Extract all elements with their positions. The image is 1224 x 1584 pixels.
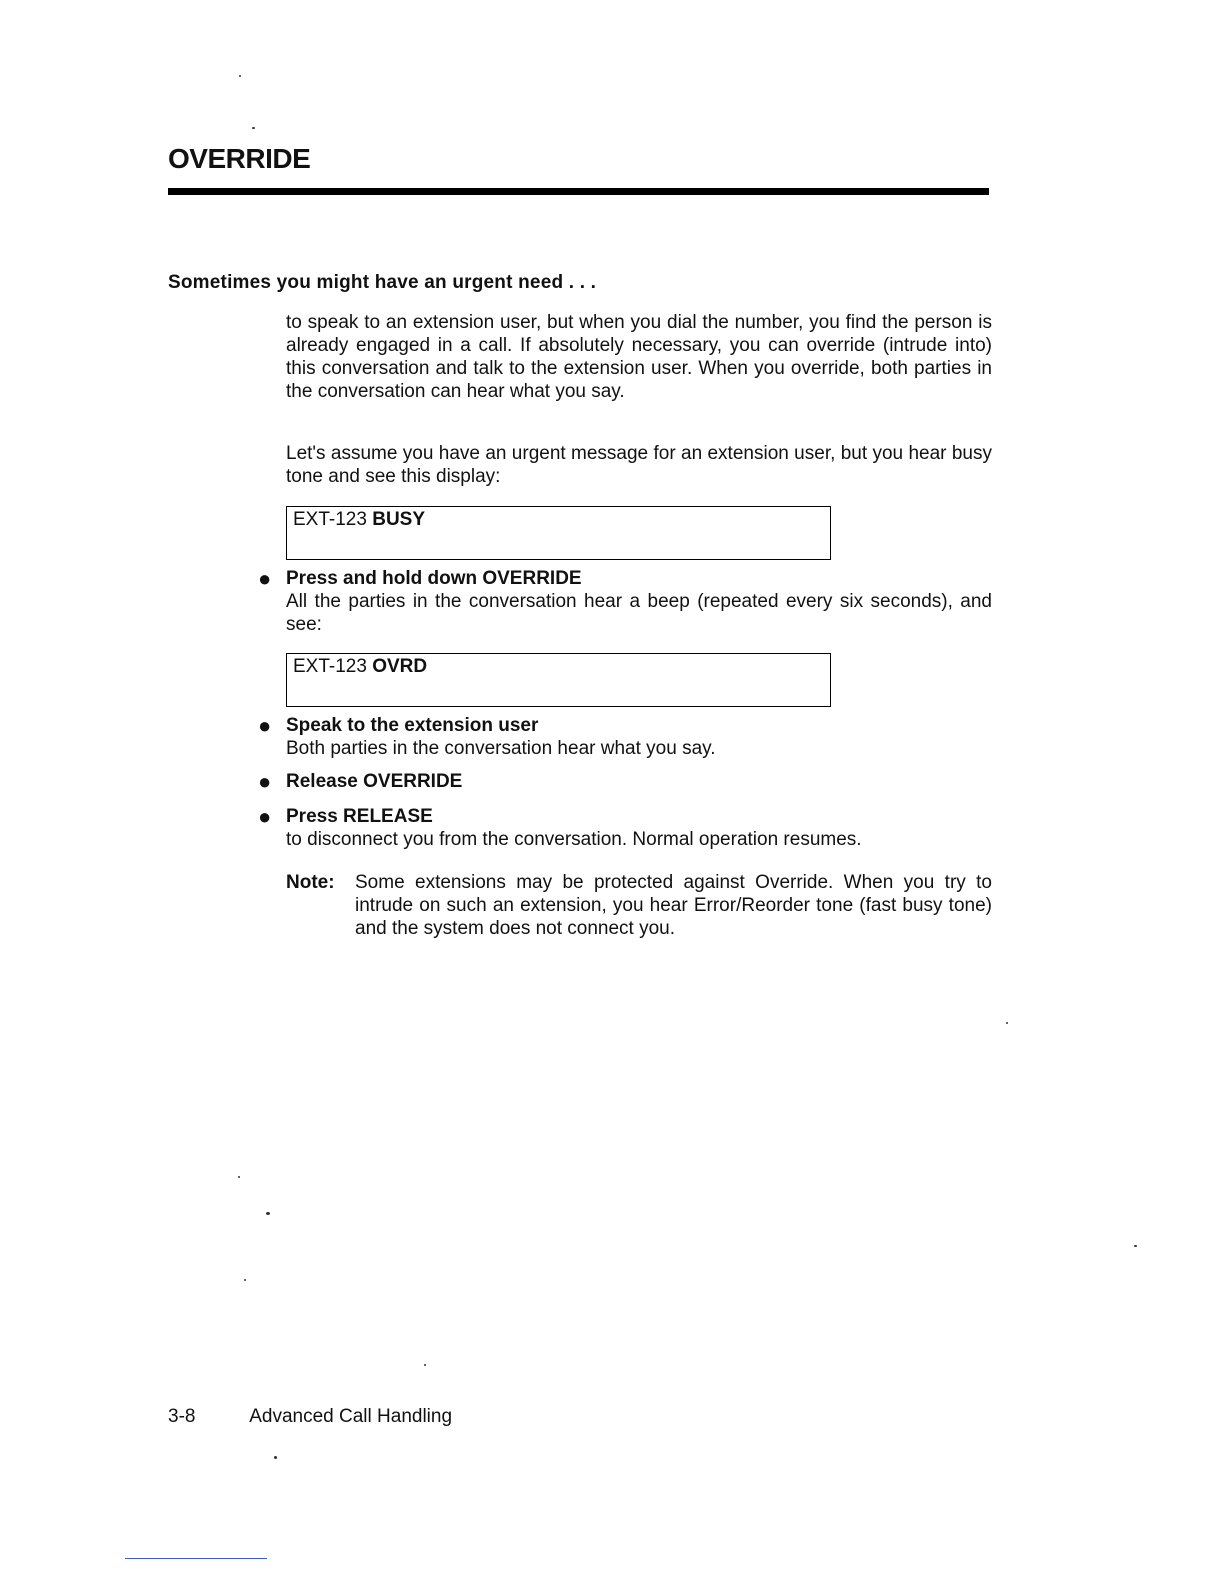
step-description: Both parties in the conversation hear what you say. — [286, 738, 716, 759]
bullet-icon: ● — [258, 566, 272, 591]
page-title: OVERRIDE — [168, 143, 311, 174]
scan-speck — [239, 75, 241, 77]
intro-paragraph: to speak to an extension user, but when you dial the number, you find the person is already engaged in a call. If absolutely necessary, you can override (intrude into) this conversation and talk to the extension user. When you override, both parties in the conversation can hear what you say. — [286, 312, 992, 402]
note-label: Note: — [286, 872, 335, 893]
title-rule — [168, 188, 989, 195]
step-title: Speak to the extension user — [286, 715, 539, 736]
intro-heading: Sometimes you might have an urgent need . . . — [168, 272, 597, 293]
page-footer — [168, 1406, 452, 1428]
note — [286, 871, 992, 940]
step-title: Press RELEASE — [286, 806, 433, 827]
step-press-override — [258, 566, 992, 636]
scan-speck — [1006, 1022, 1008, 1024]
step-description: to disconnect you from the conversation. Normal operation resumes. — [286, 829, 862, 850]
scan-speck — [274, 1456, 277, 1459]
scan-speck — [238, 1176, 240, 1178]
section-name: Advanced Call Handling — [249, 1406, 453, 1427]
step-description: All the parties in the conversation hear a beep (repeated every six seconds), and see: — [286, 591, 992, 635]
step-release-override — [258, 769, 992, 794]
scan-speck — [252, 127, 255, 129]
bullet-icon: ● — [258, 804, 272, 829]
bullet-icon: ● — [258, 713, 272, 738]
display-busy — [286, 506, 831, 560]
display-override — [286, 653, 831, 707]
bottom-rule — [125, 1558, 267, 1559]
scan-speck — [266, 1212, 270, 1215]
step-press-release — [258, 804, 992, 851]
display-extension: EXT-123 — [293, 656, 367, 677]
step-title: Release OVERRIDE — [286, 771, 463, 792]
assumption-paragraph: Let's assume you have an urgent message for an extension user, but you hear busy tone and see this display: — [286, 443, 992, 487]
note-text: Some extensions may be protected against Override. When you try to intrude on such an extension, you hear Error/Reorder tone (fast busy tone) and the system does not connect you. — [355, 872, 992, 939]
display-extension: EXT-123 — [293, 509, 367, 530]
scan-speck — [1134, 1245, 1137, 1247]
page-number: 3-8 — [168, 1406, 196, 1427]
bullet-icon: ● — [258, 769, 272, 794]
step-title: Press and hold down OVERRIDE — [286, 568, 582, 589]
display-status: OVRD — [372, 656, 428, 677]
scan-speck — [424, 1364, 426, 1366]
step-speak — [258, 713, 992, 760]
display-status: BUSY — [372, 509, 426, 530]
scan-speck — [244, 1279, 246, 1281]
